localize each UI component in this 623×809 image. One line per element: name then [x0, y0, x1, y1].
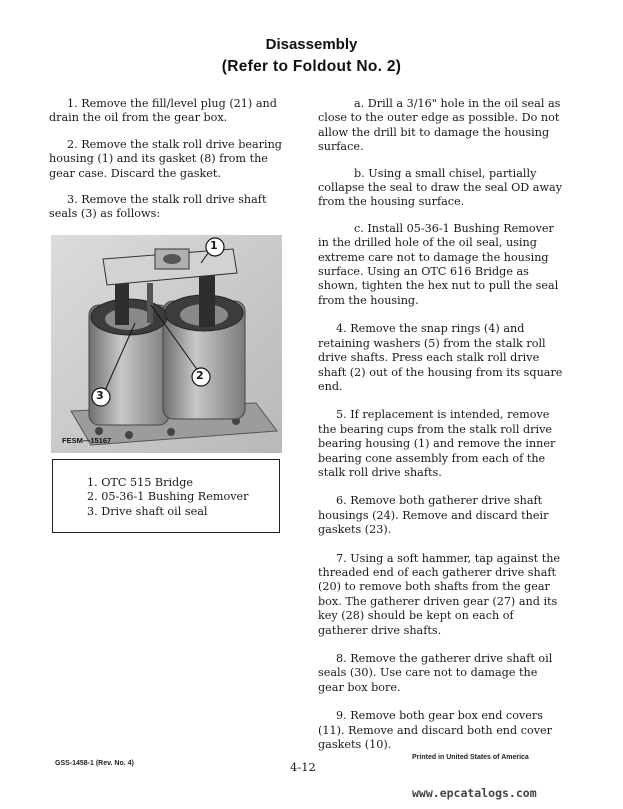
callout-2-label: 2 — [196, 369, 204, 382]
step-5: 5. If replacement is intended, remove the bearing cups from the stalk roll drive bearing housing (1) and remove the inner bearing cone assembly from each of the stalk roll drive shafts. — [318, 408, 556, 479]
step-3a: a. Drill a 3/16" hole in the oil seal as close to the outer edge as possible. Do not allow the drill bit to damage the housing surface. — [318, 97, 561, 154]
gear-housing-illustration — [51, 235, 282, 453]
step-8: 8. Remove the gatherer drive shaft oil seals (30). Use care not to damage the gear box bore. — [318, 652, 553, 694]
figure-legend — [52, 459, 280, 533]
figure-photo — [51, 235, 282, 453]
step-1: 1. Remove the fill/level plug (21) and drain the oil from the gear box. — [49, 97, 277, 125]
printed-notice: Printed in United States of America — [412, 754, 529, 761]
page-subtitle: (Refer to Foldout No. 2) — [221, 58, 402, 75]
page-number: 4-12 — [290, 760, 316, 774]
callout-1-label: 1 — [210, 239, 218, 252]
step-3c: c. Install 05-36-1 Bushing Remover in the drilled hole of the oil seal, using extreme care not to damage the housing surface. Using an OTC 616 Bridge as shown, tighten the hex nut to pull the seal from the housing. — [318, 221, 559, 307]
legend-item: 3. Drive shaft oil seal — [87, 504, 208, 518]
step-4: 4. Remove the snap rings (4) and retaining washers (5) from the stalk roll drive shafts. Press each stalk roll drive shaft (2) out of the housing from its square end. — [318, 322, 563, 393]
callout-3-label: 3 — [96, 389, 104, 402]
figure-code: FESM—15167 — [62, 436, 112, 445]
step-3: 3. Remove the stalk roll drive shaft seals (3) as follows: — [49, 193, 267, 221]
left-column — [49, 97, 287, 222]
step-7: 7. Using a soft hammer, tap against the threaded end of each gatherer drive shaft (20) to remove both shafts from the gear box. The gatherer driven gear (27) and its key (28) should be kept on each of gatherer drive shafts. — [318, 551, 561, 637]
right-column — [318, 97, 564, 752]
legend-item: 2. 05-36-1 Bushing Remover — [87, 490, 249, 504]
page-title: Disassembly — [265, 36, 358, 53]
step-6: 6. Remove both gatherer drive shaft housings (24). Remove and discard their gaskets (23). — [318, 494, 549, 537]
legend-item: 1. OTC 515 Bridge — [87, 476, 193, 489]
watermark: www.epcatalogs.com — [412, 786, 537, 800]
step-3b: b. Using a small chisel, partially collapse the seal to draw the seal OD away from the housing surface. — [318, 166, 563, 209]
document-id: GSS-1458-1 (Rev. No. 4) — [55, 760, 134, 767]
step-2: 2. Remove the stalk roll drive bearing housing (1) and its gasket (8) from the gear case. Discard the gasket. — [49, 137, 282, 180]
step-9: 9. Remove both gear box end covers (11). Remove and discard both end cover gaskets (10). — [318, 709, 553, 752]
